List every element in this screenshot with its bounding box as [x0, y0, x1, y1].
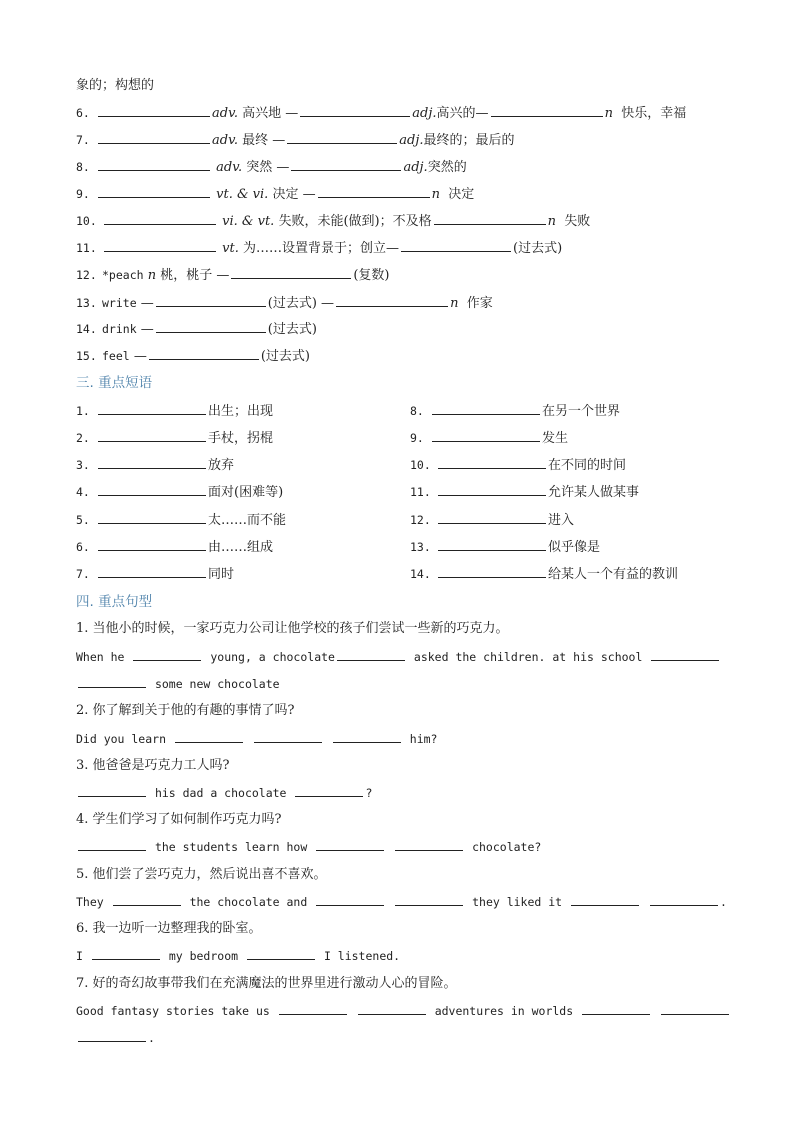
- vocab-item-10: 10. vi. & vt. 失败，未能(做到)；不及格 n 失败: [76, 214, 591, 229]
- answer-blank[interactable]: [279, 1002, 347, 1015]
- answer-blank[interactable]: [316, 893, 384, 906]
- answer-blank[interactable]: [254, 730, 322, 743]
- vocab-item-13: 13. write — (过去式) — n 作家: [76, 296, 493, 311]
- answer-blank[interactable]: [432, 402, 540, 415]
- answer-blank[interactable]: [156, 294, 266, 307]
- answer-blank[interactable]: [651, 648, 719, 661]
- answer-blank[interactable]: [98, 104, 210, 117]
- sentence-7-chinese: 7. 好的奇幻故事带我们在充满魔法的世界里进行激动人心的冒险。: [76, 976, 457, 991]
- answer-blank[interactable]: [295, 784, 363, 797]
- sentence-7-english-cont: .: [76, 1029, 155, 1047]
- vocab-item-9: 9. vt. & vi. 决定 — n 决定: [76, 187, 475, 202]
- answer-blank[interactable]: [98, 538, 206, 551]
- phrase-item-7: 7. 同时: [76, 567, 235, 582]
- answer-blank[interactable]: [92, 947, 160, 960]
- answer-blank[interactable]: [358, 1002, 426, 1015]
- answer-blank[interactable]: [98, 511, 206, 524]
- answer-blank[interactable]: [582, 1002, 650, 1015]
- answer-blank[interactable]: [98, 185, 210, 198]
- sentences-heading: 四. 重点句型: [76, 594, 153, 610]
- answer-blank[interactable]: [98, 131, 210, 144]
- phrase-item-5: 5. 太……而不能: [76, 513, 287, 528]
- vocab-item-12: 12. *peach n 桃，桃子 — (复数): [76, 268, 390, 283]
- answer-blank[interactable]: [432, 429, 540, 442]
- answer-blank[interactable]: [438, 456, 546, 469]
- answer-blank[interactable]: [336, 294, 448, 307]
- vocab-item-11: 11. vt. 为……设置背景于；创立— (过去式): [76, 241, 563, 256]
- sentence-5-chinese: 5. 他们尝了尝巧克力，然后说出喜不喜欢。: [76, 867, 327, 882]
- phrase-item-9: 9. 发生: [410, 431, 569, 446]
- vocab-item-14: 14. drink — (过去式): [76, 322, 317, 337]
- phrase-item-14: 14. 给某人一个有益的教训: [410, 567, 679, 582]
- phrase-item-8: 8. 在另一个世界: [410, 404, 621, 419]
- answer-blank[interactable]: [78, 838, 146, 851]
- answer-blank[interactable]: [247, 947, 315, 960]
- phrase-item-4: 4. 面对(困难等): [76, 485, 284, 500]
- answer-blank[interactable]: [491, 104, 603, 117]
- phrase-item-6: 6. 由……组成: [76, 540, 274, 555]
- answer-blank[interactable]: [156, 320, 266, 333]
- sentence-4-english: the students learn how chocolate?: [76, 838, 541, 856]
- sentence-7-english: Good fantasy stories take us adventures in worlds: [76, 1002, 731, 1020]
- answer-blank[interactable]: [571, 893, 639, 906]
- phrase-item-3: 3. 放弃: [76, 458, 235, 473]
- answer-blank[interactable]: [395, 893, 463, 906]
- answer-blank[interactable]: [318, 185, 430, 198]
- answer-blank[interactable]: [650, 893, 718, 906]
- answer-blank[interactable]: [438, 483, 546, 496]
- phrases-heading: 三. 重点短语: [76, 375, 153, 391]
- sentence-3-english: his dad a chocolate ?: [76, 784, 372, 802]
- answer-blank[interactable]: [438, 511, 546, 524]
- answer-blank[interactable]: [98, 158, 210, 171]
- answer-blank[interactable]: [98, 565, 206, 578]
- answer-blank[interactable]: [291, 158, 401, 171]
- answer-blank[interactable]: [438, 565, 546, 578]
- phrase-item-10: 10. 在不同的时间: [410, 458, 627, 473]
- vocab-item-15: 15. feel — (过去式): [76, 349, 310, 364]
- sentence-4-chinese: 4. 学生们学习了如何制作巧克力吗?: [76, 812, 282, 827]
- answer-blank[interactable]: [113, 893, 181, 906]
- phrase-item-2: 2. 手杖，拐棍: [76, 431, 274, 446]
- vocab-item-8: 8. adv. 突然 — adj.突然的: [76, 160, 467, 175]
- answer-blank[interactable]: [175, 730, 243, 743]
- vocab-top-line: 象的；构想的: [76, 78, 155, 93]
- answer-blank[interactable]: [316, 838, 384, 851]
- answer-blank[interactable]: [133, 648, 201, 661]
- answer-blank[interactable]: [401, 239, 511, 252]
- answer-blank[interactable]: [300, 104, 410, 117]
- answer-blank[interactable]: [434, 212, 546, 225]
- answer-blank[interactable]: [231, 266, 351, 279]
- answer-blank[interactable]: [78, 784, 146, 797]
- answer-blank[interactable]: [98, 483, 206, 496]
- answer-blank[interactable]: [78, 1029, 146, 1042]
- answer-blank[interactable]: [395, 838, 463, 851]
- answer-blank[interactable]: [98, 456, 206, 469]
- answer-blank[interactable]: [661, 1002, 729, 1015]
- answer-blank[interactable]: [98, 402, 206, 415]
- sentence-2-english: Did you learn him?: [76, 732, 438, 746]
- phrase-item-11: 11. 允许某人做某事: [410, 485, 640, 500]
- vocab-item-7: 7. adv. 最终 — adj.最终的；最后的: [76, 133, 515, 148]
- sentence-1-english-cont: some new chocolate: [76, 675, 280, 693]
- answer-blank[interactable]: [337, 648, 405, 661]
- answer-blank[interactable]: [78, 675, 146, 688]
- answer-blank[interactable]: [149, 347, 259, 360]
- sentence-1-english: When he young, a chocolate asked the children. at his school: [76, 648, 721, 666]
- answer-blank[interactable]: [104, 239, 216, 252]
- answer-blank[interactable]: [104, 212, 216, 225]
- vocab-item-6: 6. adv. 高兴地 — adj.高兴的— n 快乐，幸福: [76, 106, 687, 121]
- answer-blank[interactable]: [98, 429, 206, 442]
- sentence-6-english: I my bedroom I listened.: [76, 949, 401, 963]
- phrase-item-1: 1. 出生；出现: [76, 404, 274, 419]
- sentence-6-chinese: 6. 我一边听一边整理我的卧室。: [76, 921, 262, 936]
- sentence-5-english: They the chocolate and they liked it .: [76, 895, 727, 909]
- answer-blank[interactable]: [438, 538, 546, 551]
- answer-blank[interactable]: [287, 131, 397, 144]
- phrase-item-13: 13. 似乎像是: [410, 540, 601, 555]
- sentence-3-chinese: 3. 他爸爸是巧克力工人吗?: [76, 758, 230, 773]
- phrase-item-12: 12. 进入: [410, 513, 575, 528]
- answer-blank[interactable]: [333, 730, 401, 743]
- sentence-2-chinese: 2. 你了解到关于他的有趣的事情了吗?: [76, 703, 295, 718]
- sentence-1-chinese: 1. 当他小的时候，一家巧克力公司让他学校的孩子们尝试一些新的巧克力。: [76, 621, 509, 636]
